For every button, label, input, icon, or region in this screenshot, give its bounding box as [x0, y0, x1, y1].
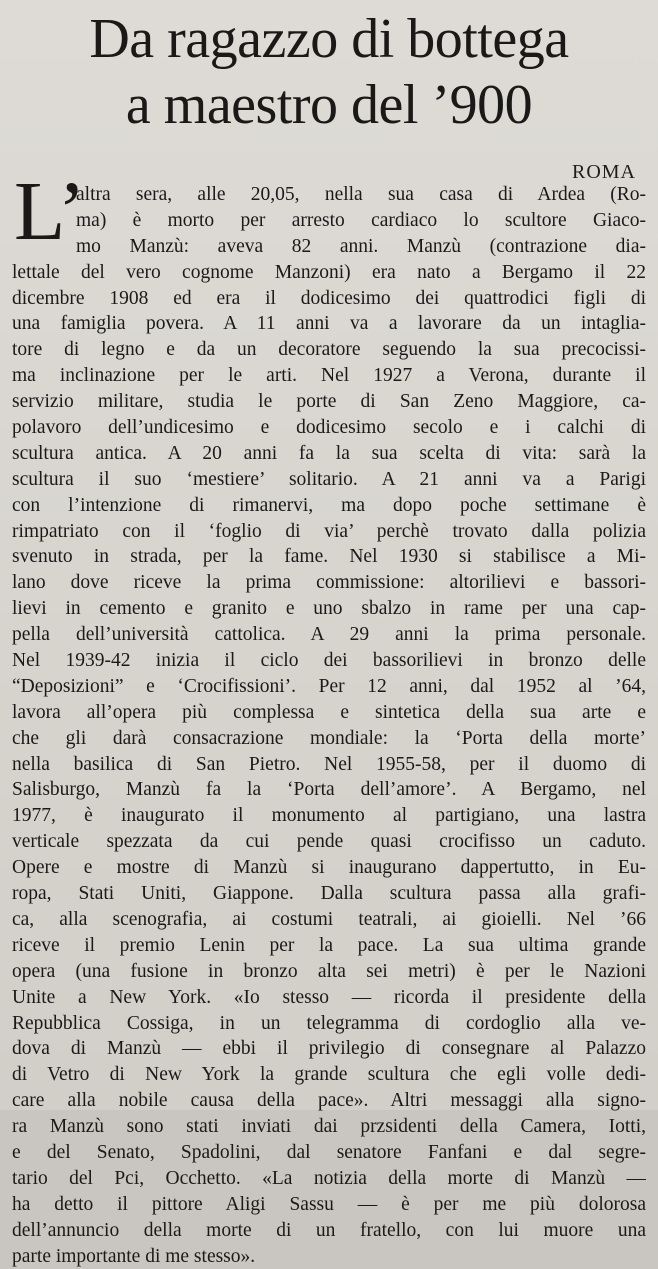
article-line: dell’annuncio della morte di un fratello, con lui muore una: [12, 1219, 646, 1241]
article-line: nella basilica di San Pietro. Nel 1955-58, per il duomo di: [12, 753, 646, 775]
article-line: e del Senato, Spadolini, dal senatore Fanfani e dal segre-: [12, 1141, 646, 1163]
article-line: ha detto il pittore Aligi Sassu — è per me più dolorosa: [12, 1193, 646, 1215]
article-line: altra sera, alle 20,05, nella sua casa di Ardea (Ro-: [76, 184, 646, 205]
article-line: opera (una fusione in bronzo alta sei metri) è per le Nazioni: [12, 960, 646, 982]
article-line: “Deposizioni” e ‘Crocifissioni’. Per 12 anni, dal 1952 al ’64,: [12, 675, 646, 697]
drop-cap: L’: [14, 165, 86, 258]
article-line: mo Manzù: aveva 82 anni. Manzù (contrazione dia-: [76, 235, 646, 257]
article-line: Nel 1939-42 inizia il ciclo dei bassorilievi in bronzo delle: [12, 650, 646, 672]
article-line: Salisburgo, Manzù fa la ‘Porta dell’amore’. A Bergamo, nel: [12, 779, 646, 801]
article-line: pella dell’università cattolica. A 29 anni la prima personale.: [12, 624, 646, 646]
article-line: che gli darà consacrazione mondiale: la ‘Porta della morte’: [12, 727, 646, 749]
article-line: svenuto in strada, per la fame. Nel 1930 si stabilisce a Mi-: [12, 546, 646, 568]
article-line: dova di Manzù — ebbi il privilegio di consegnare al Palazzo: [12, 1038, 646, 1060]
article-line: tore di legno e da un decoratore seguendo la sua precocissi-: [12, 339, 646, 361]
article-line: riceve il premio Lenin per la pace. La sua ultima grande: [12, 934, 646, 956]
article-line: Repubblica Cossiga, in un telegramma di cordoglio alla ve-: [12, 1012, 646, 1034]
article-line: dicembre 1908 ed era il dodicesimo dei quattrodici figli di: [12, 287, 646, 309]
article-line: 1977, è inaugurato il monumento al partigiano, una lastra: [12, 805, 646, 827]
article-line: ma) è morto per arresto cardiaco lo scultore Giaco-: [76, 209, 646, 231]
article-line: lievi in cemento e granito e uno sbalzo in rame per una cap-: [12, 598, 646, 620]
article-line: parte importante di me stesso».: [12, 1245, 256, 1267]
article-line: lettale del vero cognome Manzoni) era nato a Bergamo il 22: [12, 261, 646, 283]
article-line: servizio militare, studia le porte di San Zeno Maggiore, ca-: [12, 391, 646, 413]
article-line: polavoro dell’undicesimo e dodicesimo secolo e i calchi di: [12, 417, 646, 439]
headline-line-2: a maestro del ’900: [125, 74, 533, 136]
article-line: verticale spezzata da cui pende quasi crocifisso un caduto.: [12, 831, 646, 853]
article-line: una famiglia povera. A 11 anni va a lavorare da un intaglia-: [12, 313, 646, 335]
article-line: ra Manzù sono stati inviati dai przsidenti della Camera, Iotti,: [12, 1116, 646, 1138]
article-line: scultura antica. A 20 anni fa la sua scelta di vita: sarà la: [12, 442, 646, 464]
article-body: [12, 182, 646, 1269]
article-line: ca, alla scenografia, ai costumi teatrali, ai gioielli. Nel ’66: [12, 908, 646, 930]
headline: [0, 6, 658, 138]
article-line: Unite a New York. «Io stesso — ricorda il presidente della: [12, 986, 646, 1008]
article-line: con l’intenzione di rimanervi, ma dopo poche settimane è: [12, 494, 646, 516]
article-line: di Vetro di New York la grande scultura che egli volle dedi-: [12, 1064, 646, 1086]
article-line: ropa, Stati Uniti, Giappone. Dalla scultura passa alla grafi-: [12, 883, 646, 905]
article-line: lano dove riceve la prima commissione: altorilievi e bassori-: [12, 572, 646, 594]
article-line: rimpatriato con il ‘foglio di via’ perchè trovato dalla polizia: [12, 520, 646, 542]
article-line: Opere e mostre di Manzù si inaugurano dappertutto, in Eu-: [12, 857, 646, 879]
article-line: lavora all’opera più complessa e sintetica della sua arte e: [12, 701, 646, 723]
headline-line-1: Da ragazzo di bottega: [89, 8, 569, 70]
article-line: ma inclinazione per le arti. Nel 1927 a Verona, durante il: [12, 365, 646, 387]
article-line: care alla nobile causa della pace». Altri messaggi alla signo-: [12, 1090, 646, 1112]
dateline: ROMA: [571, 161, 636, 183]
article-line: tario del Pci, Occhetto. «La notizia della morte di Manzù —: [12, 1167, 646, 1189]
article-line: scultura il suo ‘mestiere’ solitario. A 21 anni va a Parigi: [12, 468, 646, 490]
